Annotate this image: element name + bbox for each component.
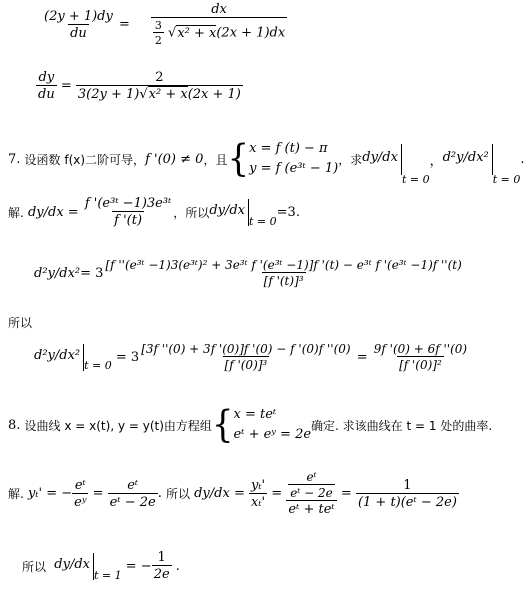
fraction-numerator: [3f ''(0) + 3f '(0)]f '(0) − f '(0)f ''(0) xyxy=(141,342,351,356)
lhs: dy/dx xyxy=(27,204,64,220)
fraction-denominator: [f '(0)]³ xyxy=(224,358,268,372)
problem-label: 8. xyxy=(8,417,21,433)
problem-text: ，求 xyxy=(338,152,363,167)
eval-point: t = 0 xyxy=(84,359,112,372)
equation-1: $\frac{(2y + 1)dy}{du}$ = dx $\frac{3}{2}$ √x² + x(2x + 1)dx xyxy=(44,2,286,47)
result: =3. xyxy=(276,204,300,220)
solution-7-line-3: d²y/dx² t = 0 = 3 $\frac{[3f ''(0) + 3f '(0)]f '(0) - f '(0)f ''(0)}{\text{[f '(0)]³}}$ = $\frac{9f '(0) + 6f ''(0)}{\text{[f '(0)]²}}$ xyxy=(34,342,468,372)
eval-point: t = 0 xyxy=(401,173,430,186)
fraction-numerator: 9f '(0) + 6f ''(0) xyxy=(373,342,468,356)
tail: (2x + 1)dx xyxy=(216,25,286,41)
lhs-eval: dy/dx xyxy=(54,553,94,580)
fraction-denominator: eᵗ − 2e xyxy=(109,494,156,510)
solution-7-line-1: 解. dy/dx = $\frac{\text{f '(e³ᵗ −1)3e³ᵗ}}{f '(t)}$ ，所以 dy/dx t = 0 =3. xyxy=(8,196,300,228)
fraction-denominator: f '(t) xyxy=(114,213,143,228)
fraction-denominator: eᵗ + teᵗ xyxy=(288,502,335,517)
fraction-denominator: (1 + t)(eᵗ − 2e) xyxy=(357,494,457,510)
fraction-numerator: [f ''(e³ᵗ −1)3(e³ᵗ)² + 3e³ᵗ f '(e³ᵗ −1)]f '(t) − e³ᵗ f '(e³ᵗ −1)f ''(t) xyxy=(105,258,462,272)
fraction-numerator: 1 xyxy=(157,550,166,565)
radicand: x² + x xyxy=(177,25,217,41)
dy-dx: dy/dx xyxy=(194,486,230,501)
den-prefix: 3(2y + 1) xyxy=(77,87,140,102)
problem-text: 确定. 求该曲线在 t = 1 处的曲率. xyxy=(311,418,493,433)
radicand: x² + x xyxy=(148,87,188,102)
solution-8-line-1: 解. yₜ' = − $\frac{\text{eᵗ}}{\text{eʸ}}$ = $\frac{\text{eᵗ}}{\text{eᵗ − 2e}}$ . 所以 dy/dx = $\frac{\text{yₜ'}}{\text{xₜ'}}$ = $\frac{\text{eᵗ}}{\text{eᵗ − 2e}}$ eᵗ + teᵗ = $\frac{1}{\text{(1 + t)(eᵗ − 2e)}}$ xyxy=(8,470,457,517)
fraction-denominator: du xyxy=(38,87,55,102)
fraction-denominator: [f '(0)]² xyxy=(399,358,442,372)
tail: (2x + 1) xyxy=(187,87,241,102)
system-eq-1: x = teᵗ xyxy=(233,407,277,422)
fraction-numerator: 2 xyxy=(155,70,164,85)
problem-text: 设函数 f(x)二阶可导， xyxy=(24,152,146,167)
connector-text: 所以 xyxy=(8,316,33,330)
second-derivative-ask: d²y/dx² xyxy=(443,144,493,175)
eval-point: t = 0 xyxy=(492,173,521,186)
fraction-denominator: xₜ' xyxy=(250,494,266,510)
equation-2: $\frac{dy}{du}$ = $\frac{2}{\text{3(2y + 1)√x² + x(2x + 1)}}$ xyxy=(38,70,241,102)
fraction-numerator: 1 xyxy=(403,477,412,493)
system-eq-2: y = f (e³ᵗ − 1) xyxy=(249,161,339,176)
fraction-denominator: [f '(t)]³ xyxy=(263,274,304,288)
fraction-numerator: eᵗ xyxy=(74,477,86,493)
problem-7: 7. 设函数 f(x)二阶可导， f '(0) ≠ 0 ，且 { x = f (t) − π y = f (e³ᵗ − 1) ，求 dy/dx t = 0 ， d²y/dx² t = 0 . xyxy=(8,137,525,186)
fraction-numerator: yₜ' xyxy=(250,477,266,493)
inner-numerator: eᵗ xyxy=(306,470,317,484)
solution-7-line-2 xyxy=(34,258,464,288)
fraction-numerator: eᵗ xyxy=(127,477,139,493)
fraction-denominator: du xyxy=(70,25,87,41)
system-eq-1: x = f (t) − π xyxy=(249,141,328,156)
fraction-numerator: f '(e³ᵗ −1)3e³ᵗ xyxy=(84,196,172,211)
connector-text: 所以 xyxy=(22,559,47,574)
period: . xyxy=(520,151,525,167)
derivative-ask: dy/dx xyxy=(362,144,402,175)
coef-numerator: 3 xyxy=(154,19,162,32)
fraction-numerator: dy xyxy=(38,70,55,85)
problem-text: ，且 xyxy=(203,152,228,167)
lhs-eval: d²y/dx² xyxy=(34,344,84,371)
coefficient: = 3 xyxy=(80,265,104,281)
separator: ， xyxy=(429,153,443,169)
lhs: d²y/dx² xyxy=(34,265,81,281)
connector-text: ，所以 xyxy=(173,205,210,220)
system-eq-2: eᵗ + eʸ = 2e xyxy=(233,427,312,442)
problem-text: 设曲线 x = x(t), y = y(t)由方程组 xyxy=(24,418,212,433)
solution-label: 解. xyxy=(8,205,24,220)
eval-point: t = 0 xyxy=(249,215,277,228)
solution-8-line-2: 所以 dy/dx t = 1 = − $\frac{1}{2e}$ . xyxy=(22,550,180,582)
coef-denominator: 2 xyxy=(154,34,162,47)
eval-point: t = 1 xyxy=(93,569,122,582)
lhs: yₜ' = − xyxy=(27,486,73,501)
fraction-denominator: eʸ xyxy=(74,494,87,510)
condition: f '(0) ≠ 0 xyxy=(145,151,204,167)
inner-denominator: eᵗ − 2e xyxy=(290,486,333,500)
fraction-denominator: 2e xyxy=(153,567,170,582)
fraction-numerator: (2y + 1)dy xyxy=(44,8,113,24)
fraction-numerator: dx xyxy=(211,2,227,17)
problem-label: 7. xyxy=(8,151,21,167)
problem-8: 8. 设曲线 x = x(t), y = y(t)由方程组 { x = teᵗ eᵗ + eʸ = 2e 确定. 求该曲线在 t = 1 处的曲率. xyxy=(8,403,493,447)
connector-text: 所以 xyxy=(165,487,190,501)
lhs-eval: dy/dx xyxy=(209,199,249,226)
solution-label: 解. xyxy=(8,487,24,501)
